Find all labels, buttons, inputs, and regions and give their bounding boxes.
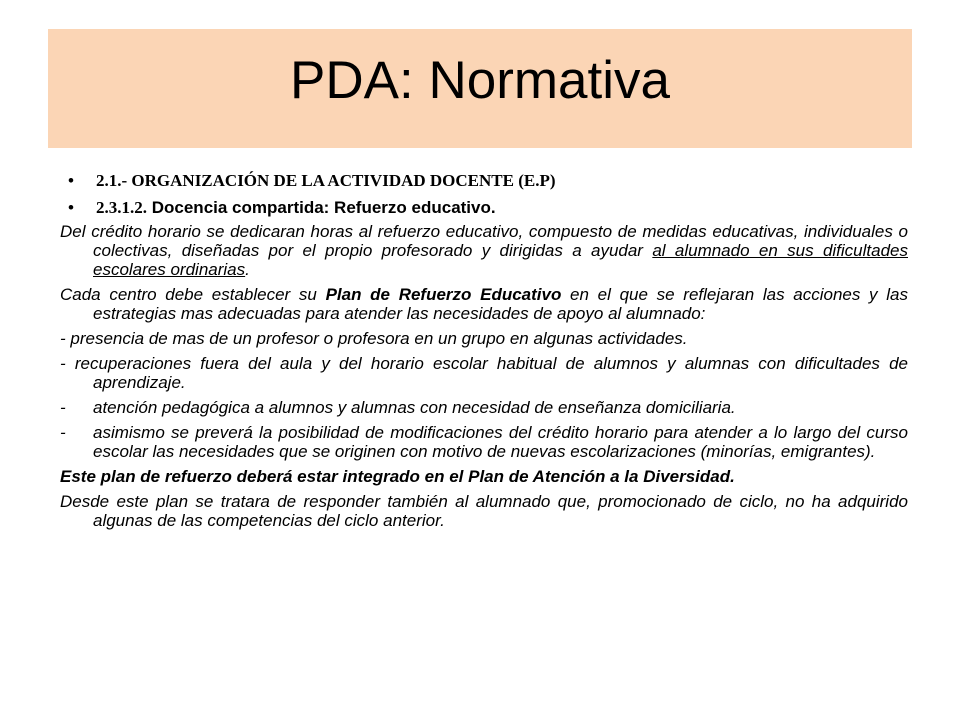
dash-marker: - — [60, 398, 66, 417]
bullet-text: 2.1.- ORGANIZACIÓN DE LA ACTIVIDAD DOCENTE (E.P) — [96, 171, 556, 190]
slide-title: PDA: Normativa — [290, 51, 670, 110]
bullet-text: Docencia compartida: Refuerzo educativo. — [151, 198, 496, 217]
dash-item-text: atención pedagógica a alumnos y alumnas con necesidad de enseñanza domiciliaria. — [93, 398, 736, 417]
paragraph-text: Del crédito horario se dedicaran horas al refuerzo educativo, compuesto de medidas educativas, individuales o colectivas, diseñadas por el propio profesorado y dirigidas a ayudar — [60, 222, 908, 260]
dash-item-asimismo — [60, 423, 908, 461]
dash-item-text: asimismo se preverá la posibilidad de modificaciones del crédito horario para atender a lo largo del curso escolar las necesidades que se originen con motivo de nuevas escolarizaciones (minorías, emigrantes). — [93, 423, 908, 461]
paragraph-desde: Desde este plan se tratara de responder también al alumnado que, promocionado de ciclo, no ha adquirido algunas de las competencias del ciclo anterior. — [60, 492, 908, 530]
paragraph-recuperaciones: - recuperaciones fuera del aula y del horario escolar habitual de alumnos y alumnas con dificultades de aprendizaje. — [60, 354, 908, 392]
paragraph-plan — [60, 285, 908, 323]
paragraph-end: . — [245, 260, 250, 279]
paragraph-end: en el que se reflejaran las acciones y las estrategias mas adecuadas para atender las necesidades de apoyo al alumnado: — [93, 285, 908, 323]
paragraph-credito — [60, 222, 908, 279]
paragraph-integracion: Este plan de refuerzo deberá estar integrado en el Plan de Atención a la Diversidad. — [60, 467, 735, 486]
dash-item-atencion — [60, 398, 908, 417]
section-number: 2.3.1.2. — [96, 198, 147, 217]
bullet-marker: • — [68, 171, 74, 190]
paragraph-presencia: - presencia de mas de un profesor o profesora en un grupo en algunas actividades. — [60, 329, 688, 348]
slide-body — [60, 222, 908, 536]
title-band — [48, 29, 912, 148]
bullet-organizacion — [68, 171, 556, 191]
paragraph-text: Cada centro debe establecer su — [60, 285, 326, 304]
bullet-marker: • — [68, 198, 74, 217]
bold-text: Plan de Refuerzo Educativo — [325, 285, 562, 304]
underlined-text: al alumnado en sus dificultades escolares ordinarias — [93, 241, 908, 279]
bullet-docencia — [68, 198, 496, 218]
dash-marker: - — [60, 423, 66, 442]
